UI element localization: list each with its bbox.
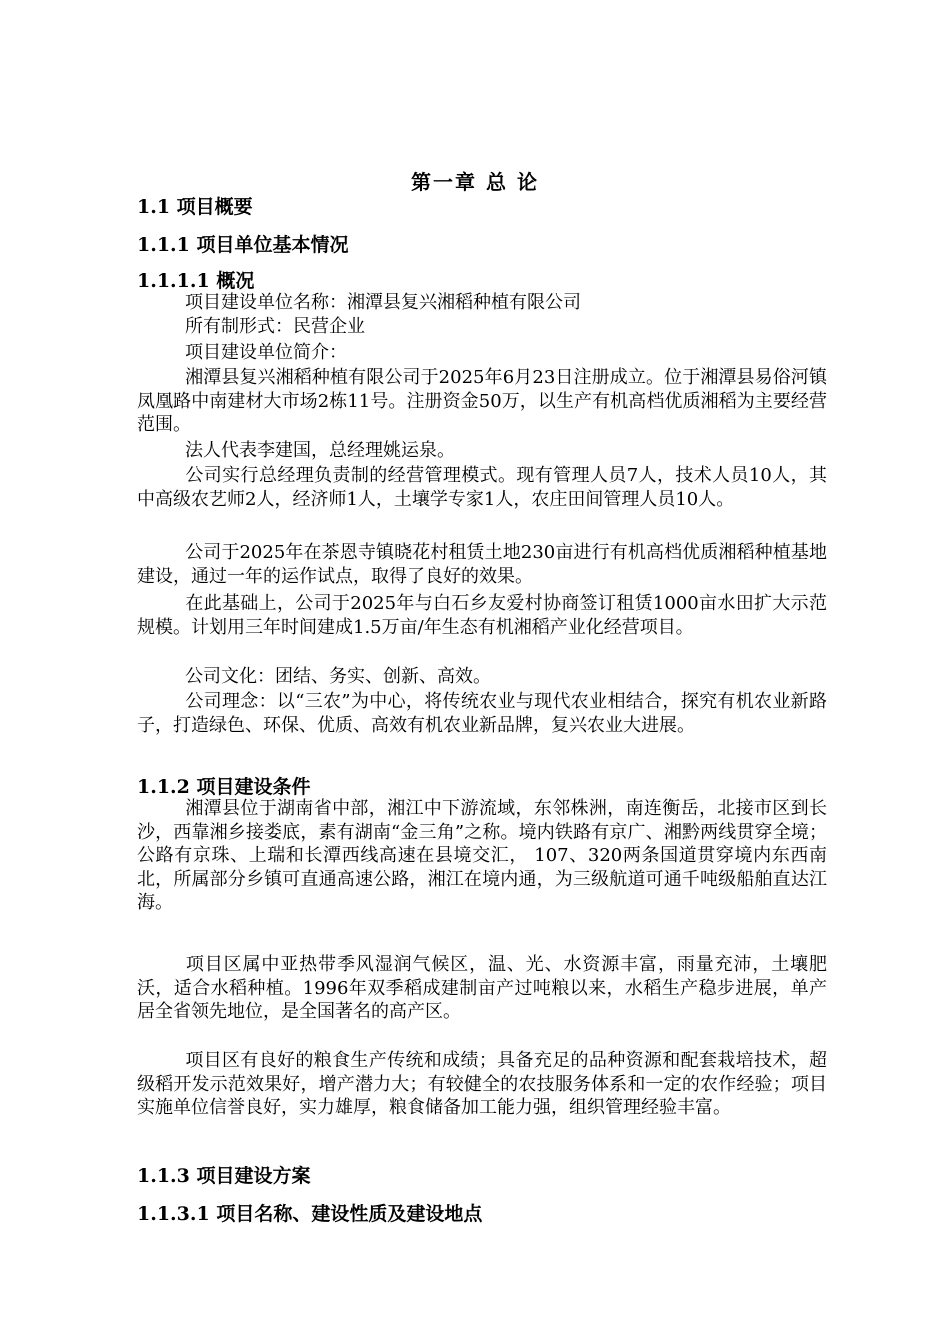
paragraph-expansion: 在此基础上，公司于2025年与白石乡友爱村协商签订租赁1000亩水田扩大示范规模。计划用三年时间建成1.5万亩/年生态有机湘稻产业化经营项目。: [137, 593, 827, 638]
paragraph-ownership: 所有制形式：民营企业: [185, 316, 365, 337]
heading-1-1-3: 1.1.3 项目建设方案: [137, 1165, 311, 1187]
paragraph-climate: 项目区属中亚热带季风湿润气候区，温、光、水资源丰富，雨量充沛，土壤肥沃，适合水稻种植。1996年双季稻成建制亩产过吨粮以来，水稻生产稳步进展，单产居全省领先地位，是全国著名的高产区。: [137, 954, 827, 1022]
paragraph-intro: 湘潭县复兴湘稻种植有限公司于2025年6月23日注册成立。位于湘潭县易俗河镇凤凰路中南建材大市场2栋11号。注册资金50万，以生产有机高档优质湘稻为主要经营范围。: [137, 367, 827, 435]
paragraph-base-2025: 公司于2025年在茶恩寺镇晓花村租赁土地230亩进行有机高档优质湘稻种植基地建设，通过一年的运作试点，取得了良好的效果。: [137, 542, 827, 587]
heading-1-1-1: 1.1.1 项目单位基本情况: [137, 234, 349, 256]
paragraph-legal-rep: 法人代表李建国，总经理姚运泉。: [185, 440, 455, 461]
paragraph-unit-name: 项目建设单位名称：湘潭县复兴湘稻种植有限公司: [185, 292, 581, 313]
paragraph-intro-label: 项目建设单位简介：: [185, 342, 347, 363]
heading-1-1-2: 1.1.2 项目建设条件: [137, 776, 311, 798]
heading-1-1-3-1: 1.1.3.1 项目名称、建设性质及建设地点: [137, 1203, 483, 1225]
heading-1-1-1-1: 1.1.1.1 概况: [137, 270, 255, 292]
paragraph-conditions: 项目区有良好的粮食生产传统和成绩；具备充足的品种资源和配套栽培技术，超级稻开发示范效果好，增产潜力大；有较健全的农技服务体系和一定的农作经验；项目实施单位信誉良好，实力雄厚，粮食储备加工能力强，组织管理经验丰富。: [137, 1050, 827, 1118]
heading-1-1: 1.1 项目概要: [137, 196, 253, 218]
paragraph-location: 湘潭县位于湖南省中部，湘江中下游流域，东邻株洲，南连衡岳，北接市区到长沙，西靠湘乡接娄底，素有湖南“金三角”之称。境内铁路有京广、湘黔两线贯穿全境；公路有京珠、上瑞和长潭西线高速在县境交汇， 107、320两条国道贯穿境内东西南北，所属部分乡镇可直通高速公路，湘江在境内通，为三级航道可通千吨级船舶直达江海。: [137, 798, 827, 913]
paragraph-philosophy: 公司理念：以“三农”为中心，将传统农业与现代农业相结合，探究有机农业新路子，打造绿色、环保、优质、高效有机农业新品牌，复兴农业大进展。: [137, 691, 827, 736]
chapter-title: 第一章 总 论: [411, 170, 539, 194]
paragraph-culture: 公司文化：团结、务实、创新、高效。: [185, 666, 491, 687]
paragraph-management: 公司实行总经理负责制的经营管理模式。现有管理人员7人，技术人员10人，其中高级农艺师2人，经济师1人，土壤学专家1人，农庄田间管理人员10人。: [137, 465, 827, 510]
